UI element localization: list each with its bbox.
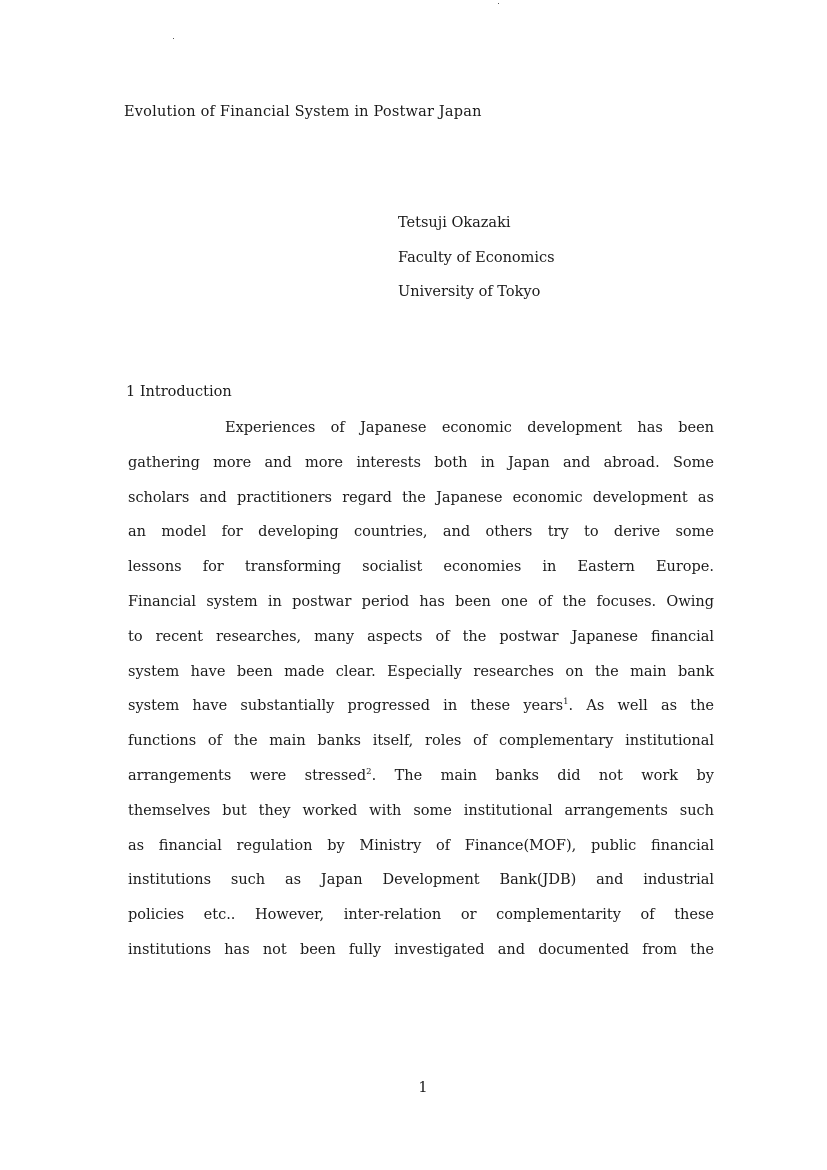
body-text-segment: . The main banks did not work by (371, 767, 714, 784)
page-number: 1 (418, 1080, 428, 1096)
footnote-marker[interactable]: 2 (366, 766, 372, 777)
body-line: themselves but they worked with some institutional arrangements such (128, 802, 714, 819)
body-text-segment: arrangements were stressed (128, 767, 367, 784)
section-heading: 1 Introduction (126, 384, 232, 400)
body-line: system have been made clear. Especially researches on the main bank (128, 663, 714, 680)
body-line: functions of the main banks itself, roles of complementary institutional (128, 733, 714, 750)
body-line: Experiences of Japanese economic development has been (225, 420, 714, 436)
body-line: scholars and practitioners regard the Japanese economic development as (128, 489, 714, 506)
scan-speck (173, 38, 174, 39)
author-department: Faculty of Economics (398, 249, 555, 266)
paper-title: Evolution of Financial System in Postwar Japan (124, 104, 482, 120)
body-line: institutions has not been fully investigated and documented from the (128, 941, 714, 958)
body-line (128, 689, 714, 724)
body-paragraph (128, 411, 714, 968)
body-text-segment: . As well as the (568, 698, 714, 715)
author-name: Tetsuji Okazaki (398, 215, 511, 231)
body-text-segment: system have substantially progressed in these years (128, 698, 564, 715)
scan-speck (498, 3, 499, 4)
body-line: Financial system in postwar period has been one of the focuses. Owing (128, 593, 714, 610)
body-line: an model for developing countries, and others try to derive some (128, 524, 714, 541)
body-line: gathering more and more interests both in Japan and abroad. Some (128, 454, 714, 471)
author-block (398, 206, 555, 310)
body-line: as financial regulation by Ministry of Finance(MOF), public financial (128, 837, 714, 854)
body-line: lessons for transforming socialist economies in Eastern Europe. (128, 559, 714, 576)
body-line: policies etc.. However, inter-relation or complementarity of these (128, 907, 714, 924)
body-line: institutions such as Japan Development Bank(JDB) and industrial (128, 872, 714, 889)
author-institution: University of Tokyo (398, 284, 541, 300)
body-line: to recent researches, many aspects of the postwar Japanese financial (128, 628, 714, 645)
body-line (128, 759, 714, 794)
footnote-marker[interactable]: 1 (563, 697, 569, 708)
